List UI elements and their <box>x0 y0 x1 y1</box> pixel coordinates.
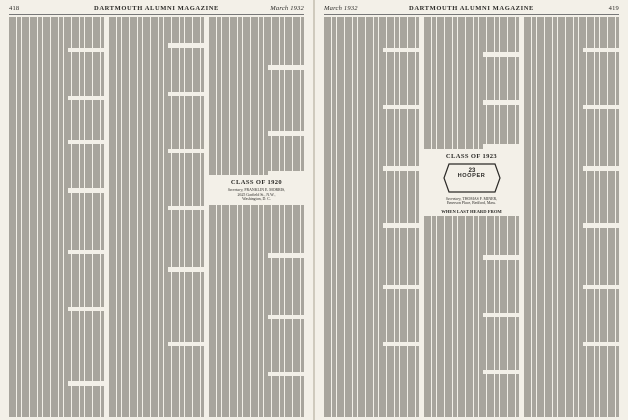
running-title: DARTMOUTH ALUMNI MAGAZINE <box>409 5 534 12</box>
secretary-label: Secretary, <box>227 188 244 193</box>
issue-date: March 1932 <box>270 5 304 12</box>
issue-date: March 1932 <box>324 5 358 12</box>
class-1923-heading: CLASS OF 1923 <box>445 152 498 160</box>
hooper-emblem <box>443 163 501 193</box>
secretary-name: FRANKLIN E. MORRIS, <box>244 188 286 193</box>
running-title: DARTMOUTH ALUMNI MAGAZINE <box>94 5 219 12</box>
page-number: 419 <box>608 5 619 12</box>
when-last-heard-heading: WHEN LAST HEARD FROM <box>441 208 502 214</box>
secretary-name: THOMAS F. MINER, <box>462 196 498 201</box>
emblem-logo-text: HOOPER <box>457 172 486 179</box>
left-column-3 <box>209 17 304 417</box>
left-page <box>0 0 313 420</box>
right-column-2 <box>424 17 519 417</box>
secretary-street: Emerson Place, Bedford, Mass. <box>446 201 497 206</box>
secretary-street: 2625 Garfield St., N.W., <box>237 192 276 197</box>
right-column-1 <box>324 17 419 417</box>
left-column-1 <box>9 17 104 417</box>
right-column-3 <box>524 17 619 417</box>
left-column-2 <box>109 17 204 417</box>
right-page <box>315 0 628 420</box>
svg-text:23: 23 <box>468 167 475 174</box>
page-number: 418 <box>9 5 20 12</box>
class-1920-heading: CLASS OF 1920 <box>230 179 283 187</box>
header-rule <box>9 14 304 15</box>
secretary-city: Washington, D. C. <box>242 197 271 202</box>
header-rule <box>324 14 619 15</box>
secretary-label: Secretary, <box>445 196 462 201</box>
